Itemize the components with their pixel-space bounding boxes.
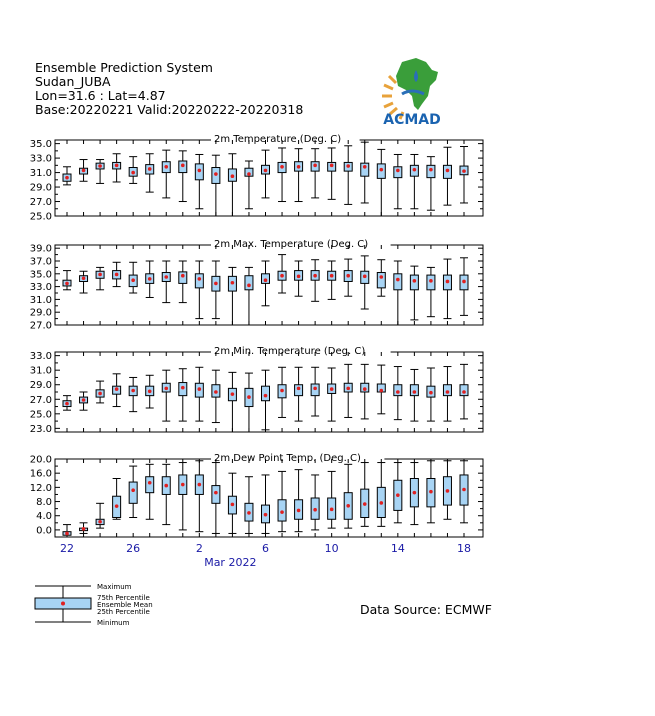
mean-dot	[280, 274, 284, 278]
mean-dot	[115, 273, 119, 277]
mean-dot	[280, 389, 284, 393]
y-tick-label: 35.0	[29, 269, 52, 281]
iqr-box	[245, 276, 253, 290]
box-day-24	[443, 147, 451, 205]
iqr-box	[394, 385, 402, 396]
box-day-2	[80, 271, 88, 293]
mean-dot	[198, 387, 202, 391]
mean-dot	[297, 275, 301, 279]
box-day-22	[410, 154, 418, 208]
box-day-25	[460, 147, 468, 203]
mean-dot	[313, 387, 317, 391]
mean-dot	[247, 511, 251, 515]
x-tick-label: 22	[60, 542, 74, 555]
mean-dot	[148, 167, 152, 171]
y-tick-label: 31.0	[29, 294, 52, 306]
mean-dot	[65, 282, 69, 286]
iqr-box	[427, 165, 435, 177]
x-tick-label: 6	[262, 542, 269, 555]
chart-title: 2m Temperature (Deg. C)	[214, 134, 342, 145]
box-day-25	[460, 461, 468, 523]
box-day-4	[113, 479, 121, 520]
iqr-box	[179, 272, 187, 284]
mean-dot	[164, 165, 168, 169]
box-day-17	[328, 471, 336, 528]
box-day-23	[427, 368, 435, 421]
mean-dot	[247, 284, 251, 288]
mean-dot	[396, 390, 400, 394]
mean-dot	[164, 484, 168, 488]
box-day-2	[80, 523, 88, 534]
mean-dot	[462, 390, 466, 394]
box-day-8	[179, 463, 187, 530]
box-day-21	[394, 261, 402, 325]
legend-maximum: Maximum	[97, 583, 132, 591]
iqr-box	[377, 273, 385, 288]
y-tick-label: 31.0	[29, 168, 52, 180]
iqr-box	[410, 385, 418, 396]
mean-dot	[462, 280, 466, 284]
y-tick-label: 29.0	[29, 182, 52, 194]
header-system: Ensemble Prediction System	[35, 60, 213, 75]
box-day-4	[113, 154, 121, 182]
mean-dot	[131, 389, 135, 393]
box-day-13	[262, 150, 270, 198]
mean-dot	[214, 282, 218, 286]
mean-dot	[379, 275, 383, 279]
logo-text: ACMAD	[383, 112, 441, 128]
x-tick-label: 10	[324, 542, 339, 555]
mean-dot	[297, 509, 301, 513]
mean-dot	[214, 172, 218, 176]
iqr-box	[394, 274, 402, 290]
chart-title: 2m Min. Temperature (Deg. C)	[214, 346, 366, 357]
mean-dot	[379, 168, 383, 172]
box-day-10	[212, 463, 220, 534]
box-day-7	[162, 150, 170, 198]
box-day-15	[295, 470, 303, 532]
mean-dot	[264, 394, 268, 398]
iqr-box	[460, 385, 468, 396]
mean-dot	[181, 483, 185, 487]
box-day-23	[427, 157, 435, 211]
mean-dot	[115, 164, 119, 168]
mean-dot	[462, 488, 466, 492]
mean-dot	[214, 390, 218, 394]
mean-dot	[330, 164, 334, 168]
mean-dot	[98, 273, 102, 277]
mean-dot	[231, 174, 235, 178]
mean-dot	[330, 274, 334, 278]
box-day-16	[311, 260, 319, 302]
mean-dot	[247, 395, 251, 399]
mean-dot	[214, 491, 218, 495]
y-tick-label: 29.0	[29, 307, 52, 319]
y-tick-label: 27.0	[29, 197, 52, 209]
mean-dot	[98, 520, 102, 524]
box-day-6	[146, 464, 154, 519]
mean-dot	[65, 402, 69, 406]
box-day-11	[228, 372, 236, 432]
box-day-10	[212, 261, 220, 319]
box-day-18	[344, 364, 352, 417]
box-day-14	[278, 367, 286, 417]
mean-dot	[98, 392, 102, 396]
y-tick-label: 39.0	[29, 243, 52, 255]
box-day-18	[344, 146, 352, 205]
box-day-5	[129, 262, 137, 293]
box-day-12	[245, 267, 253, 325]
mean-dot	[65, 532, 69, 536]
mean-dot	[446, 169, 450, 173]
mean-dot	[313, 164, 317, 168]
box-day-4	[113, 262, 121, 286]
box-day-24	[443, 461, 451, 519]
y-tick-label: 25.0	[29, 409, 52, 421]
box-day-19	[361, 142, 369, 203]
y-tick-label: 4.0	[36, 511, 52, 523]
box-day-3	[96, 381, 104, 403]
mean-dot	[115, 504, 119, 508]
mean-dot	[429, 279, 433, 283]
box-day-21	[394, 367, 402, 420]
mean-dot	[231, 503, 235, 507]
box-day-8	[179, 369, 187, 421]
mean-dot	[198, 169, 202, 173]
x-tick-label: 26	[126, 542, 141, 555]
chart-title: 2m Dew Point Temp. (Deg. C)	[214, 453, 361, 464]
mean-dot	[363, 502, 367, 506]
mean-dot	[297, 165, 301, 169]
mean-dot	[148, 481, 152, 485]
box-day-9	[195, 154, 203, 208]
mean-dot	[462, 169, 466, 173]
plot-frame	[55, 140, 483, 216]
box-day-15	[295, 149, 303, 202]
mean-dot	[231, 281, 235, 285]
box-day-21	[394, 154, 402, 208]
x-month-label: Mar 2022	[204, 556, 257, 569]
box-day-19	[361, 463, 369, 527]
box-day-5	[129, 377, 137, 411]
mean-dot	[413, 390, 417, 394]
box-day-23	[427, 461, 435, 523]
mean-dot	[280, 510, 284, 514]
box-day-3	[96, 267, 104, 289]
mean-dot	[264, 169, 268, 173]
box-day-7	[162, 370, 170, 421]
box-day-4	[113, 374, 121, 407]
mean-dot	[82, 527, 86, 531]
box-day-20	[377, 260, 385, 296]
mean-dot	[313, 274, 317, 278]
box-day-1	[63, 167, 71, 185]
y-tick-label: 25.0	[29, 211, 52, 223]
box-day-7	[162, 464, 170, 524]
mean-dot	[396, 493, 400, 497]
iqr-box	[295, 385, 303, 396]
box-day-17	[328, 261, 336, 299]
box-day-20	[377, 463, 385, 527]
mean-dot	[396, 278, 400, 282]
box-day-8	[179, 151, 187, 202]
y-tick-label: 16.0	[29, 468, 52, 480]
box-day-12	[245, 161, 253, 209]
mean-dot	[148, 277, 152, 281]
y-tick-label: 12.0	[29, 482, 52, 494]
legend-mean-dot	[61, 602, 65, 606]
box-day-13	[262, 261, 270, 306]
box-day-6	[146, 154, 154, 192]
iqr-box	[129, 482, 137, 503]
box-day-16	[311, 367, 319, 416]
header-coordinates: Lon=31.6 : Lat=4.87	[35, 88, 166, 103]
box-day-17	[328, 148, 336, 199]
box-day-9	[195, 367, 203, 421]
mean-dot	[198, 277, 202, 281]
mean-dot	[264, 278, 268, 282]
mean-dot	[247, 172, 251, 176]
box-day-15	[295, 367, 303, 421]
box-day-9	[195, 261, 203, 319]
mean-dot	[346, 274, 350, 278]
y-tick-label: 27.0	[29, 394, 52, 406]
legend-p75: 75th Percentile	[97, 594, 150, 602]
mean-dot	[330, 387, 334, 391]
mean-dot	[148, 389, 152, 393]
iqr-box	[443, 385, 451, 396]
box-day-14	[278, 148, 286, 202]
box-day-12	[245, 373, 253, 432]
iqr-box	[262, 386, 270, 401]
mean-dot	[181, 386, 185, 390]
y-tick-label: 31.0	[29, 365, 52, 377]
legend-mean: Ensemble Mean	[97, 601, 153, 609]
mean-dot	[164, 275, 168, 279]
y-tick-label: 35.0	[29, 139, 52, 151]
box-day-23	[427, 267, 435, 316]
box-day-10	[212, 370, 220, 422]
box-day-1	[63, 396, 71, 411]
mean-dot	[82, 398, 86, 402]
mean-dot	[115, 387, 119, 391]
chart-panel-2	[30, 239, 483, 332]
mean-dot	[446, 390, 450, 394]
y-tick-label: 33.0	[29, 282, 52, 294]
box-day-25	[460, 364, 468, 419]
box-day-12	[245, 477, 253, 534]
legend	[30, 580, 170, 628]
x-tick-label: 2	[195, 542, 203, 555]
mean-dot	[131, 278, 135, 282]
chart-panel-3	[30, 346, 483, 435]
mean-dot	[446, 489, 450, 493]
y-tick-label: 29.0	[29, 380, 52, 392]
box-day-19	[361, 364, 369, 419]
iqr-box	[394, 167, 402, 178]
box-day-5	[129, 466, 137, 517]
box-day-11	[228, 154, 236, 216]
y-tick-label: 37.0	[29, 256, 52, 268]
y-tick-label: 20.0	[29, 454, 52, 466]
mean-dot	[330, 508, 334, 512]
mean-dot	[363, 165, 367, 169]
mean-dot	[131, 171, 135, 175]
box-day-10	[212, 155, 220, 216]
box-day-9	[195, 461, 203, 532]
box-day-7	[162, 261, 170, 303]
mean-dot	[181, 274, 185, 278]
box-day-3	[96, 503, 104, 528]
mean-dot	[164, 387, 168, 391]
mean-dot	[82, 276, 86, 280]
box-day-25	[460, 258, 468, 316]
box-day-5	[129, 157, 137, 184]
box-day-2	[80, 392, 88, 410]
box-day-21	[394, 463, 402, 523]
mean-dot	[231, 392, 235, 396]
box-day-6	[146, 261, 154, 297]
box-day-15	[295, 261, 303, 296]
mean-dot	[363, 275, 367, 279]
x-tick-label: 14	[390, 542, 405, 555]
iqr-box	[146, 477, 154, 493]
mean-dot	[363, 387, 367, 391]
header-validity: Base:20220221 Valid:20220222-20220318	[35, 102, 304, 117]
mean-dot	[396, 169, 400, 173]
mean-dot	[82, 169, 86, 173]
y-tick-label: 33.0	[29, 153, 52, 165]
box-day-11	[228, 473, 236, 533]
box-day-17	[328, 368, 336, 421]
y-tick-label: 0.0	[36, 525, 52, 537]
mean-dot	[264, 513, 268, 517]
box-day-3	[96, 160, 104, 184]
y-tick-label: 23.0	[29, 423, 52, 435]
mean-dot	[280, 165, 284, 169]
mean-dot	[379, 501, 383, 505]
mean-dot	[413, 279, 417, 283]
box-day-22	[410, 266, 418, 320]
mean-dot	[346, 504, 350, 508]
box-day-22	[410, 369, 418, 421]
chart-panel-4	[30, 453, 483, 537]
mean-dot	[346, 387, 350, 391]
mean-dot	[413, 168, 417, 172]
mean-dot	[98, 164, 102, 168]
box-day-16	[311, 475, 319, 530]
mean-dot	[181, 164, 185, 168]
data-source: Data Source: ECMWF	[360, 602, 492, 617]
header-station: Sudan_JUBA	[35, 74, 111, 89]
mean-dot	[297, 387, 301, 391]
box-day-2	[80, 160, 88, 182]
box-day-6	[146, 375, 154, 408]
mean-dot	[65, 176, 69, 180]
mean-dot	[429, 391, 433, 395]
chart-panel-1	[30, 134, 483, 223]
mean-dot	[131, 488, 135, 492]
y-tick-label: 27.0	[29, 320, 52, 332]
mean-dot	[346, 164, 350, 168]
box-day-19	[361, 256, 369, 309]
legend-p25: 25th Percentile	[97, 608, 150, 616]
y-tick-label: 8.0	[36, 497, 52, 509]
box-day-1	[63, 271, 71, 290]
box-day-24	[443, 367, 451, 422]
iqr-box	[195, 274, 203, 288]
box-day-13	[262, 475, 270, 533]
box-day-14	[278, 471, 286, 531]
y-tick-label: 33.0	[29, 351, 52, 363]
mean-dot	[446, 280, 450, 284]
box-day-20	[377, 365, 385, 414]
box-day-18	[344, 259, 352, 296]
mean-dot	[379, 389, 383, 393]
mean-dot	[413, 491, 417, 495]
box-day-22	[410, 463, 418, 525]
box-day-18	[344, 464, 352, 528]
box-day-11	[228, 267, 236, 325]
box-day-1	[63, 525, 71, 537]
mean-dot	[429, 490, 433, 494]
box-day-20	[377, 149, 385, 216]
box-day-8	[179, 261, 187, 303]
mean-dot	[313, 508, 317, 512]
box-day-24	[443, 259, 451, 319]
box-day-14	[278, 255, 286, 293]
mean-dot	[198, 483, 202, 487]
mean-dot	[429, 168, 433, 172]
box-day-13	[262, 370, 270, 430]
box-day-16	[311, 149, 319, 198]
chart-title: 2m Max. Temperature (Deg. C)	[214, 239, 369, 250]
x-tick-label: 18	[457, 542, 471, 555]
legend-minimum: Minimum	[97, 619, 130, 627]
